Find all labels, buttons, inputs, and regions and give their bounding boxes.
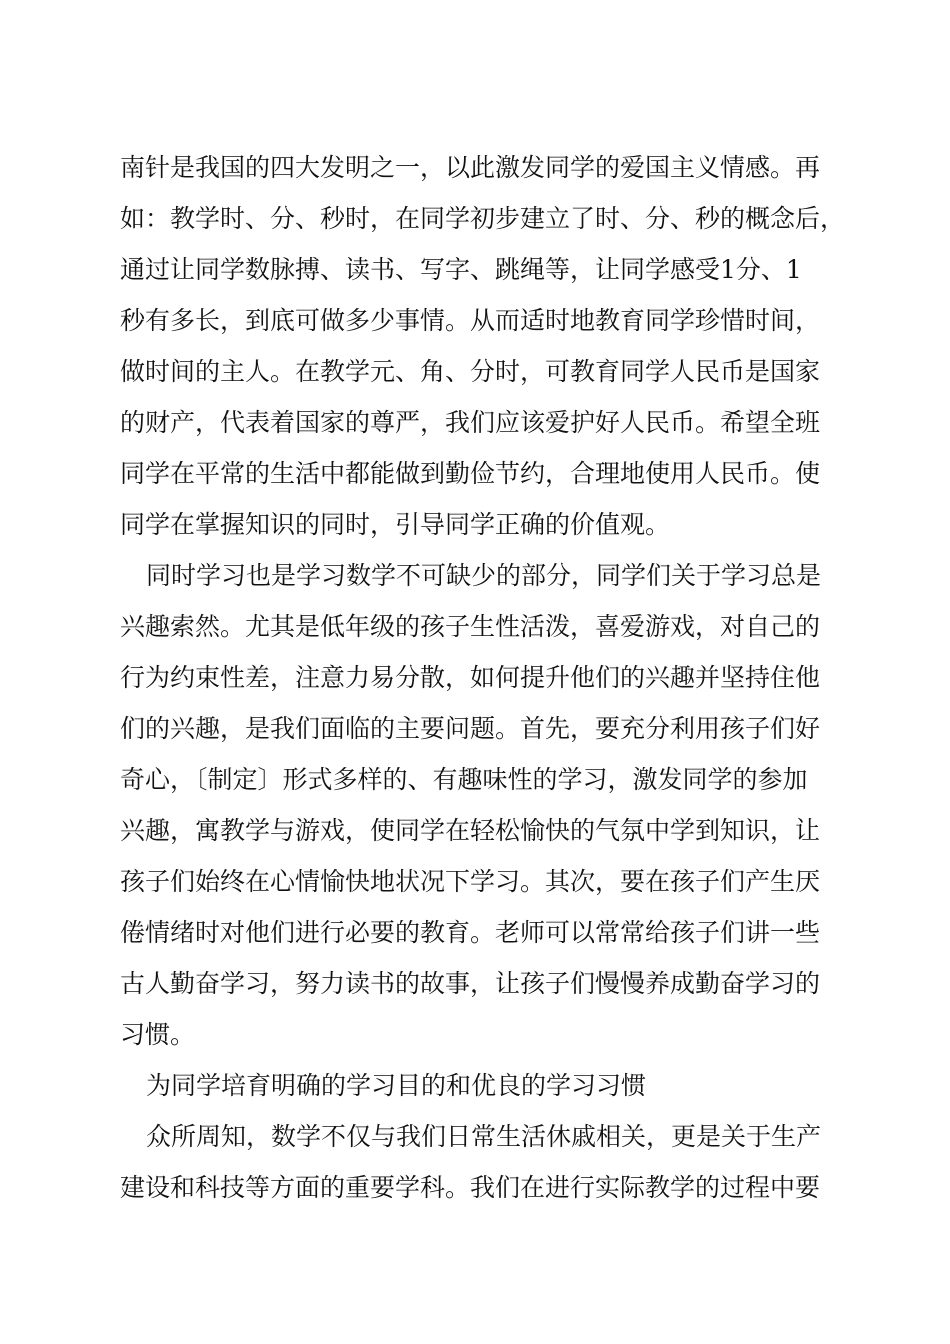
text-line: 同学在平常的生活中都能做到勤俭节约，合理地使用人民币。使 [120, 459, 821, 488]
text-line: 行为约束性差，注意力易分散，如何提升他们的兴趣并坚持住他 [120, 663, 821, 692]
text-line: 的财产，代表着国家的尊严，我们应该爱护好人民币。希望全班 [120, 408, 821, 437]
text-line: 同学在掌握知识的同时，引导同学正确的价值观。 [120, 510, 671, 539]
text-line: 奇心，〔制定〕形式多样的、有趣味性的学习，激发同学的参加 [120, 765, 808, 794]
text-line: 兴趣，寓教学与游戏，使同学在轻松愉快的气氛中学到知识，让 [120, 816, 821, 845]
text-line: 孩子们始终在心情愉快地状况下学习。其次，要在孩子们产生厌 [120, 867, 821, 896]
text-line: 做时间的主人。在教学元、角、分时，可教育同学人民币是国家 [120, 357, 821, 386]
text-line: 兴趣索然。尤其是低年级的孩子生性活泼，喜爱游戏，对自己的 [120, 612, 821, 641]
paragraph-start-line: 同时学习也是学习数学不可缺少的部分，同学们关于学习总是 [146, 561, 822, 590]
text-line: 通过让同学数脉搏、读书、写字、跳绳等，让同学感受1分、1 [120, 255, 802, 284]
text-line: 倦情绪时对他们进行必要的教育。老师可以常常给孩子们讲一些 [120, 918, 821, 947]
document-body [120, 142, 846, 1213]
text-line: 们的兴趣，是我们面临的主要问题。首先，要充分利用孩子们好 [120, 714, 821, 743]
text-line: 习惯。 [120, 1020, 196, 1049]
paragraph-start-line: 众所周知，数学不仅与我们日常生活休戚相关，更是关于生产 [146, 1122, 822, 1151]
text-line: 南针是我国的四大发明之一，以此激发同学的爱国主义情感。再 [120, 153, 821, 182]
text-line: 如：教学时、分、秒时，在同学初步建立了时、分、秒的概念后， [120, 204, 846, 233]
text-line: 建设和科技等方面的重要学科。我们在进行实际教学的过程中要 [120, 1173, 821, 1202]
text-line: 秒有多长，到底可做多少事情。从而适时地教育同学珍惜时间， [120, 306, 821, 335]
text-line: 古人勤奋学习，努力读书的故事，让孩子们慢慢养成勤奋学习的 [120, 969, 821, 998]
section-heading: 为同学培育明确的学习目的和优良的学习习惯 [146, 1071, 647, 1100]
